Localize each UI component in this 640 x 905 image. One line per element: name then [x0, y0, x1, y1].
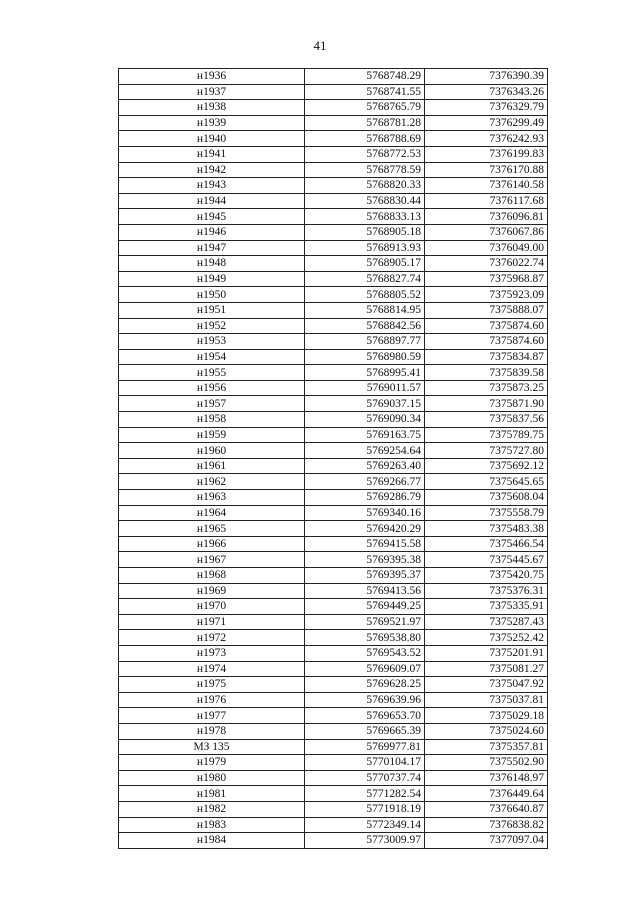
- table-row: [119, 458, 548, 474]
- table-row: [119, 193, 548, 209]
- y-coordinate-cell: 7376640.87: [425, 801, 548, 817]
- x-coordinate-cell: 5768913.93: [305, 240, 425, 256]
- point-name-cell: н1969: [119, 583, 305, 599]
- point-name-cell: н1955: [119, 365, 305, 381]
- table-row: [119, 817, 548, 833]
- point-name-cell: н1942: [119, 162, 305, 178]
- x-coordinate-cell: 5768820.33: [305, 178, 425, 194]
- point-name-cell: н1965: [119, 521, 305, 537]
- table-row: [119, 84, 548, 100]
- y-coordinate-cell: 7375037.81: [425, 692, 548, 708]
- table-row: [119, 755, 548, 771]
- x-coordinate-cell: 5769286.79: [305, 490, 425, 506]
- point-name-cell: н1984: [119, 833, 305, 849]
- y-coordinate-cell: 7376067.86: [425, 224, 548, 240]
- y-coordinate-cell: 7375923.09: [425, 287, 548, 303]
- y-coordinate-cell: 7375727.80: [425, 443, 548, 459]
- y-coordinate-cell: 7375081.27: [425, 661, 548, 677]
- table-row: [119, 365, 548, 381]
- y-coordinate-cell: 7375502.90: [425, 755, 548, 771]
- table-row: [119, 100, 548, 116]
- point-name-cell: н1958: [119, 412, 305, 428]
- table-row: [119, 552, 548, 568]
- point-name-cell: н1973: [119, 645, 305, 661]
- table-row: [119, 505, 548, 521]
- x-coordinate-cell: 5769977.81: [305, 739, 425, 755]
- table-row: [119, 271, 548, 287]
- x-coordinate-cell: 5769653.70: [305, 708, 425, 724]
- y-coordinate-cell: 7376242.93: [425, 131, 548, 147]
- point-name-cell: н1947: [119, 240, 305, 256]
- x-coordinate-cell: 5769628.25: [305, 677, 425, 693]
- point-name-cell: н1944: [119, 193, 305, 209]
- point-name-cell: н1967: [119, 552, 305, 568]
- point-name-cell: н1960: [119, 443, 305, 459]
- point-name-cell: н1956: [119, 380, 305, 396]
- table-row: [119, 521, 548, 537]
- table-row: [119, 536, 548, 552]
- y-coordinate-cell: 7376096.81: [425, 209, 548, 225]
- y-coordinate-cell: 7375839.58: [425, 365, 548, 381]
- y-coordinate-cell: 7375029.18: [425, 708, 548, 724]
- y-coordinate-cell: 7375874.60: [425, 334, 548, 350]
- x-coordinate-cell: 5769639.96: [305, 692, 425, 708]
- table-row: [119, 412, 548, 428]
- table-row: [119, 630, 548, 646]
- x-coordinate-cell: 5768830.44: [305, 193, 425, 209]
- coordinates-table: [118, 68, 548, 849]
- x-coordinate-cell: 5770104.17: [305, 755, 425, 771]
- y-coordinate-cell: 7375445.67: [425, 552, 548, 568]
- y-coordinate-cell: 7375287.43: [425, 614, 548, 630]
- y-coordinate-cell: 7375873.25: [425, 380, 548, 396]
- table-row: [119, 614, 548, 630]
- point-name-cell: н1952: [119, 318, 305, 334]
- x-coordinate-cell: 5769609.07: [305, 661, 425, 677]
- table-row: [119, 287, 548, 303]
- y-coordinate-cell: 7376390.39: [425, 69, 548, 85]
- point-name-cell: н1976: [119, 692, 305, 708]
- y-coordinate-cell: 7375645.65: [425, 474, 548, 490]
- point-name-cell: н1977: [119, 708, 305, 724]
- y-coordinate-cell: 7375968.87: [425, 271, 548, 287]
- table-row: [119, 240, 548, 256]
- table-row: [119, 396, 548, 412]
- point-name-cell: н1939: [119, 115, 305, 131]
- x-coordinate-cell: 5769420.29: [305, 521, 425, 537]
- y-coordinate-cell: 7375201.91: [425, 645, 548, 661]
- point-name-cell: н1954: [119, 349, 305, 365]
- table-row: [119, 349, 548, 365]
- y-coordinate-cell: 7375376.31: [425, 583, 548, 599]
- y-coordinate-cell: 7375558.79: [425, 505, 548, 521]
- x-coordinate-cell: 5768897.77: [305, 334, 425, 350]
- point-name-cell: н1961: [119, 458, 305, 474]
- x-coordinate-cell: 5769011.57: [305, 380, 425, 396]
- x-coordinate-cell: 5768905.17: [305, 256, 425, 272]
- point-name-cell: н1948: [119, 256, 305, 272]
- x-coordinate-cell: 5769266.77: [305, 474, 425, 490]
- table-row: [119, 178, 548, 194]
- x-coordinate-cell: 5769090.34: [305, 412, 425, 428]
- x-coordinate-cell: 5769340.16: [305, 505, 425, 521]
- point-name-cell: н1938: [119, 100, 305, 116]
- table-row: [119, 474, 548, 490]
- y-coordinate-cell: 7376449.64: [425, 786, 548, 802]
- table-row: [119, 443, 548, 459]
- point-name-cell: н1962: [119, 474, 305, 490]
- x-coordinate-cell: 5768741.55: [305, 84, 425, 100]
- y-coordinate-cell: 7375024.60: [425, 723, 548, 739]
- point-name-cell: н1979: [119, 755, 305, 771]
- x-coordinate-cell: 5769449.25: [305, 599, 425, 615]
- point-name-cell: н1980: [119, 770, 305, 786]
- x-coordinate-cell: 5768842.56: [305, 318, 425, 334]
- y-coordinate-cell: 7376329.79: [425, 100, 548, 116]
- table-row: [119, 69, 548, 85]
- y-coordinate-cell: 7376117.68: [425, 193, 548, 209]
- x-coordinate-cell: 5768772.53: [305, 146, 425, 162]
- point-name-cell: н1953: [119, 334, 305, 350]
- point-name-cell: н1978: [119, 723, 305, 739]
- point-name-cell: н1950: [119, 287, 305, 303]
- point-name-cell: н1983: [119, 817, 305, 833]
- table-row: [119, 645, 548, 661]
- x-coordinate-cell: 5768788.69: [305, 131, 425, 147]
- point-name-cell: н1957: [119, 396, 305, 412]
- y-coordinate-cell: 7375608.04: [425, 490, 548, 506]
- table-row: [119, 302, 548, 318]
- x-coordinate-cell: 5773009.97: [305, 833, 425, 849]
- x-coordinate-cell: 5769415.58: [305, 536, 425, 552]
- page-number: 41: [313, 38, 327, 53]
- y-coordinate-cell: 7376049.00: [425, 240, 548, 256]
- x-coordinate-cell: 5769263.40: [305, 458, 425, 474]
- x-coordinate-cell: 5769395.37: [305, 568, 425, 584]
- y-coordinate-cell: 7376343.26: [425, 84, 548, 100]
- x-coordinate-cell: 5768748.29: [305, 69, 425, 85]
- table-row: [119, 708, 548, 724]
- table-row: [119, 770, 548, 786]
- point-name-cell: н1982: [119, 801, 305, 817]
- table-row: [119, 599, 548, 615]
- y-coordinate-cell: 7376140.58: [425, 178, 548, 194]
- table-row: [119, 318, 548, 334]
- point-name-cell: н1971: [119, 614, 305, 630]
- x-coordinate-cell: 5772349.14: [305, 817, 425, 833]
- point-name-cell: н1981: [119, 786, 305, 802]
- point-name-cell: н1964: [119, 505, 305, 521]
- point-name-cell: н1968: [119, 568, 305, 584]
- y-coordinate-cell: 7375335.91: [425, 599, 548, 615]
- point-name-cell: н1936: [119, 69, 305, 85]
- point-name-cell: н1937: [119, 84, 305, 100]
- point-name-cell: н1940: [119, 131, 305, 147]
- x-coordinate-cell: 5768781.28: [305, 115, 425, 131]
- point-name-cell: н1974: [119, 661, 305, 677]
- point-name-cell: н1949: [119, 271, 305, 287]
- x-coordinate-cell: 5768765.79: [305, 100, 425, 116]
- x-coordinate-cell: 5771918.19: [305, 801, 425, 817]
- y-coordinate-cell: 7375874.60: [425, 318, 548, 334]
- y-coordinate-cell: 7376170.88: [425, 162, 548, 178]
- y-coordinate-cell: 7375834.87: [425, 349, 548, 365]
- y-coordinate-cell: 7376299.49: [425, 115, 548, 131]
- y-coordinate-cell: 7375692.12: [425, 458, 548, 474]
- table-row: [119, 209, 548, 225]
- point-name-cell: н1963: [119, 490, 305, 506]
- x-coordinate-cell: 5769543.52: [305, 645, 425, 661]
- y-coordinate-cell: 7375252.42: [425, 630, 548, 646]
- table-row: [119, 801, 548, 817]
- table-row: [119, 256, 548, 272]
- point-name-cell: н1946: [119, 224, 305, 240]
- x-coordinate-cell: 5769665.39: [305, 723, 425, 739]
- y-coordinate-cell: 7377097.04: [425, 833, 548, 849]
- x-coordinate-cell: 5769254.64: [305, 443, 425, 459]
- table-row: [119, 786, 548, 802]
- table-row: [119, 723, 548, 739]
- point-name-cell: МЗ 135: [119, 739, 305, 755]
- y-coordinate-cell: 7375420.75: [425, 568, 548, 584]
- point-name-cell: н1966: [119, 536, 305, 552]
- x-coordinate-cell: 5771282.54: [305, 786, 425, 802]
- x-coordinate-cell: 5770737.74: [305, 770, 425, 786]
- table-row: [119, 162, 548, 178]
- point-name-cell: н1975: [119, 677, 305, 693]
- table-row: [119, 692, 548, 708]
- x-coordinate-cell: 5768905.18: [305, 224, 425, 240]
- y-coordinate-cell: 7376838.82: [425, 817, 548, 833]
- table-row: [119, 739, 548, 755]
- table-row: [119, 490, 548, 506]
- table-row: [119, 380, 548, 396]
- point-name-cell: н1959: [119, 427, 305, 443]
- x-coordinate-cell: 5768833.13: [305, 209, 425, 225]
- point-name-cell: н1970: [119, 599, 305, 615]
- x-coordinate-cell: 5769538.80: [305, 630, 425, 646]
- table-row: [119, 833, 548, 849]
- x-coordinate-cell: 5769037.15: [305, 396, 425, 412]
- y-coordinate-cell: 7375483.38: [425, 521, 548, 537]
- x-coordinate-cell: 5768805.52: [305, 287, 425, 303]
- point-name-cell: н1941: [119, 146, 305, 162]
- table-row: [119, 583, 548, 599]
- x-coordinate-cell: 5768980.59: [305, 349, 425, 365]
- table-row: [119, 115, 548, 131]
- y-coordinate-cell: 7375871.90: [425, 396, 548, 412]
- table-row: [119, 661, 548, 677]
- table-row: [119, 427, 548, 443]
- point-name-cell: н1945: [119, 209, 305, 225]
- table-row: [119, 334, 548, 350]
- y-coordinate-cell: 7376022.74: [425, 256, 548, 272]
- y-coordinate-cell: 7375047.92: [425, 677, 548, 693]
- table-row: [119, 224, 548, 240]
- x-coordinate-cell: 5769413.56: [305, 583, 425, 599]
- x-coordinate-cell: 5768814.95: [305, 302, 425, 318]
- y-coordinate-cell: 7375789.75: [425, 427, 548, 443]
- table-row: [119, 131, 548, 147]
- x-coordinate-cell: 5768827.74: [305, 271, 425, 287]
- y-coordinate-cell: 7375837.56: [425, 412, 548, 428]
- x-coordinate-cell: 5769163.75: [305, 427, 425, 443]
- point-name-cell: н1972: [119, 630, 305, 646]
- y-coordinate-cell: 7375357.81: [425, 739, 548, 755]
- table-row: [119, 146, 548, 162]
- table-row: [119, 677, 548, 693]
- point-name-cell: н1951: [119, 302, 305, 318]
- x-coordinate-cell: 5769521.97: [305, 614, 425, 630]
- y-coordinate-cell: 7375466.54: [425, 536, 548, 552]
- x-coordinate-cell: 5768995.41: [305, 365, 425, 381]
- x-coordinate-cell: 5769395.38: [305, 552, 425, 568]
- x-coordinate-cell: 5768778.59: [305, 162, 425, 178]
- table-row: [119, 568, 548, 584]
- y-coordinate-cell: 7376148.97: [425, 770, 548, 786]
- coordinates-table-body: [119, 69, 548, 849]
- y-coordinate-cell: 7375888.07: [425, 302, 548, 318]
- y-coordinate-cell: 7376199.83: [425, 146, 548, 162]
- point-name-cell: н1943: [119, 178, 305, 194]
